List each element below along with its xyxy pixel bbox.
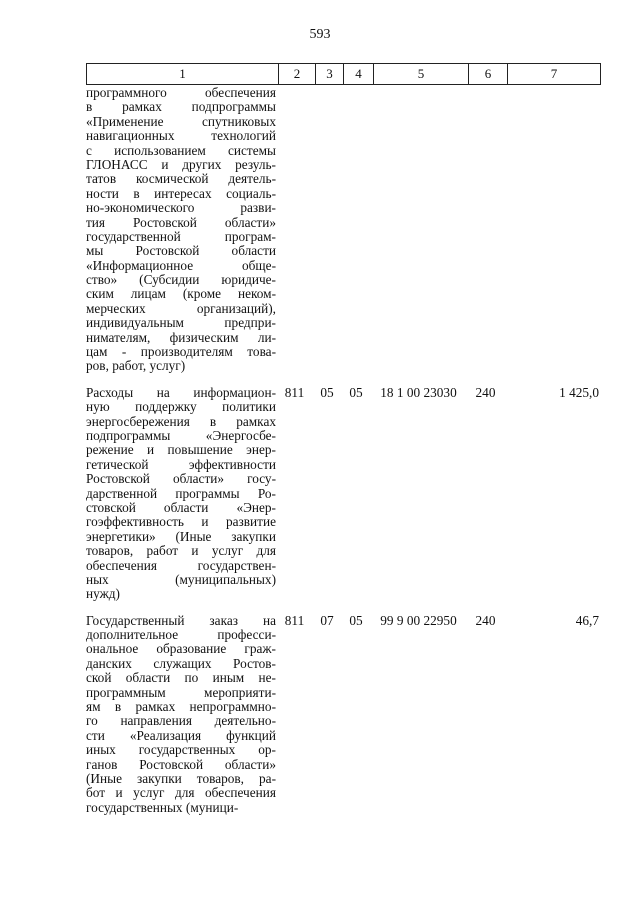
amount: 1 425,0 (559, 384, 599, 400)
description-line: ональное образование граж- (86, 642, 276, 657)
section-code: 05 (320, 384, 334, 400)
description-line: цам - производителям това- (86, 345, 276, 360)
column-header-table (86, 63, 601, 85)
expense-type-code (466, 86, 505, 374)
subsection-code (341, 86, 371, 374)
description-line: Расходы на информацион- (86, 385, 276, 400)
description-line: программным мероприяти- (86, 685, 276, 700)
description-line: обеспечения государствен- (86, 558, 276, 573)
description-line: ров, работ, услуг) (86, 359, 186, 374)
row-description (86, 614, 276, 815)
column-header-4: 4 (344, 64, 374, 85)
subsection-code: 05 (349, 384, 363, 400)
description-line: навигационных технологий (86, 129, 276, 144)
description-line: мы Ростовской области (86, 244, 276, 259)
description-line: ство» (Субсидии юридиче- (86, 273, 276, 288)
description-line: мерческих организаций), (86, 301, 276, 316)
column-header-row (87, 64, 601, 85)
description-line: энергетики» (Иные закупки (86, 529, 276, 544)
description-line: стовской области «Энер- (86, 500, 276, 515)
description-line: «Применение спутниковых (86, 114, 276, 129)
target-article-code (371, 86, 466, 374)
description-line: нимателям, физическим ли- (86, 330, 276, 345)
amount: 46,7 (575, 612, 599, 628)
description-line: сти «Реализация функций (86, 728, 276, 743)
description-line: с использованием системы (86, 143, 276, 158)
page-number: 593 (309, 27, 331, 42)
ministry-code: 811 (284, 384, 305, 400)
description-line: ганов Ростовской области» (86, 757, 276, 772)
description-line: тия Ростовской области» (86, 215, 276, 230)
description-line: гетической эффективности (86, 457, 276, 472)
description-line: государственной програм- (86, 229, 276, 244)
description-line: подпрограммы «Энергосбе- (86, 428, 276, 443)
description-line: ности в интересах социаль- (86, 186, 276, 201)
description-line: дарственной программы Ро- (86, 486, 276, 501)
description-line: энергосбережения в рамках (86, 414, 276, 429)
row-description (86, 386, 276, 602)
description-line: (Иные закупки товаров, ра- (86, 771, 276, 786)
target-article-code: 99 9 00 22950 (380, 612, 457, 628)
description-line: татов космической деятель- (86, 172, 276, 187)
description-line: Государственный заказ на (86, 613, 276, 628)
description-line: но-экономического разви- (86, 201, 276, 216)
description-line: товаров, работ и услуг для (86, 544, 276, 559)
column-header-2: 2 (279, 64, 316, 85)
table-row (86, 614, 601, 815)
subsection-code: 05 (349, 612, 363, 628)
description-line: ных (муниципальных) (86, 572, 276, 587)
description-line: гоэффективность и развитие (86, 515, 276, 530)
amount (505, 86, 599, 374)
description-line: данских служащих Ростов- (86, 656, 276, 671)
description-line: ским лицам (кроме неком- (86, 287, 276, 302)
target-article-code: 18 1 00 23030 (380, 384, 457, 400)
description-line: ную поддержку политики (86, 400, 276, 415)
expense-type-code: 240 (475, 384, 496, 400)
column-header-6: 6 (469, 64, 508, 85)
description-line: ГЛОНАСС и других резуль- (86, 157, 276, 172)
description-line: бот и услуг для обеспечения (86, 786, 276, 801)
column-header-3: 3 (316, 64, 344, 85)
ministry-code (276, 86, 313, 374)
description-line: иных государственных ор- (86, 743, 276, 758)
row-description (86, 86, 276, 374)
description-line: «Информационное обще- (86, 258, 276, 273)
description-line: го направления деятельно- (86, 714, 276, 729)
column-header-5: 5 (374, 64, 469, 85)
description-line: ям в рамках непрограммно- (86, 700, 276, 715)
description-line: Ростовской области» госу- (86, 472, 276, 487)
description-line: государственных (муници- (86, 800, 239, 815)
description-line: дополнительное професси- (86, 628, 276, 643)
column-header-1: 1 (87, 64, 279, 85)
expense-type-code: 240 (475, 612, 496, 628)
description-line: режение и повышение энер- (86, 443, 276, 458)
table-row (86, 86, 601, 374)
description-line: индивидуальным предпри- (86, 316, 276, 331)
description-line: в рамках подпрограммы (86, 100, 276, 115)
table-body (86, 86, 601, 827)
column-header-7: 7 (508, 64, 601, 85)
description-line: ской области по иным не- (86, 671, 276, 686)
description-line: нужд) (86, 587, 120, 602)
section-code: 07 (320, 612, 334, 628)
table-row (86, 386, 601, 602)
ministry-code: 811 (284, 612, 305, 628)
description-line: программного обеспечения (86, 86, 276, 100)
section-code (313, 86, 341, 374)
